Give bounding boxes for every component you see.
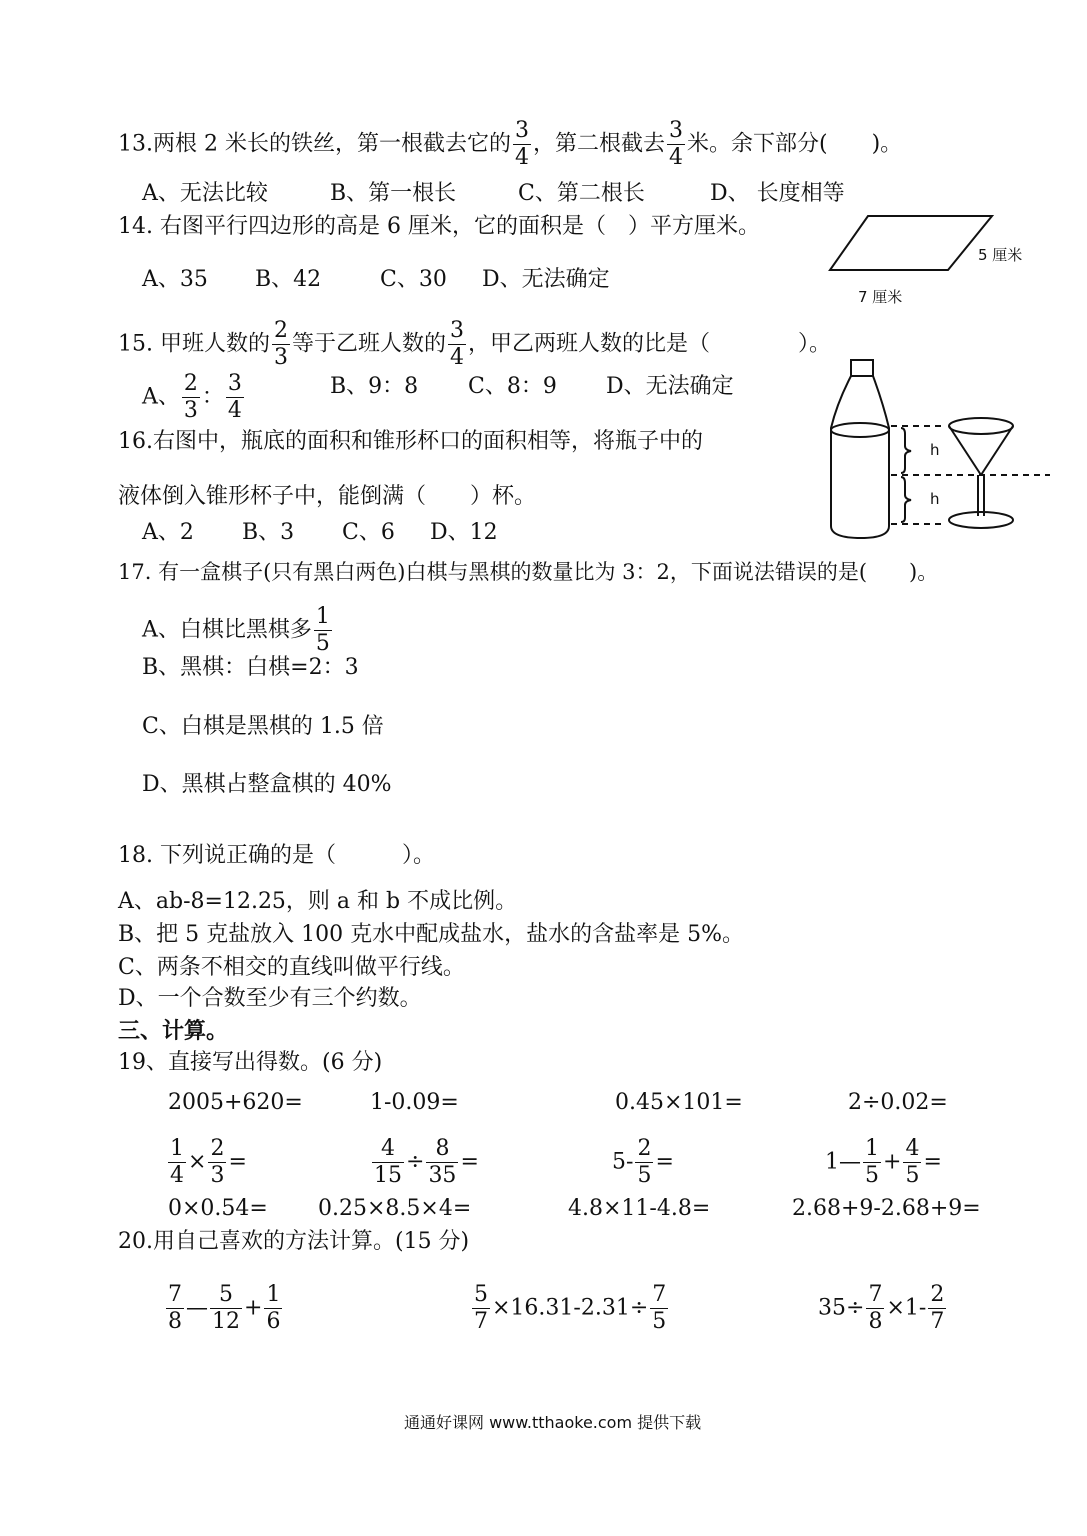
q18-option-b: B、把 5 克盐放入 100 克水中配成盐水，盐水的含盐率是 5%。 — [118, 922, 745, 947]
figure-height-label-top: h — [930, 441, 940, 459]
q15-option-c: C、8：9 — [468, 374, 557, 399]
q20-e1-fraction-2: $\frac{5}{12}$ — [212, 1282, 240, 1334]
q13-option-c: C、第二根长 — [518, 181, 645, 206]
q20-expression-2: $\frac{5}{7}$ ×16.31-2.31÷ $\frac{7}{5}$ — [474, 1282, 667, 1334]
page-footer: 通通好课网 www.tthaoke.com 提供下载 — [404, 1413, 702, 1432]
q15-option-a-fraction-2: $\frac{3}{4}$ — [227, 371, 242, 423]
q13-fraction-1: $\frac{3}{4}$ — [514, 118, 529, 170]
q15-option-a-fraction-1: $\frac{2}{3}$ — [183, 371, 198, 423]
q19-row1-item-3: 0.45×101= — [615, 1090, 743, 1115]
q13-option-a: A、无法比较 — [142, 181, 268, 206]
q20-expression-1: $\frac{7}{8}$ — $\frac{5}{12}$ + $\frac{1}{6}$ — [168, 1282, 281, 1334]
q20-e2-fraction-1: $\frac{5}{7}$ — [474, 1282, 488, 1334]
q16-option-c: C、6 — [342, 520, 395, 545]
q13-option-d: D、 长度相等 — [710, 181, 845, 206]
q19-row3-item-3: 4.8×11-4.8= — [568, 1196, 711, 1221]
q14-option-a: A、35 — [142, 267, 208, 292]
q16-option-b: B、3 — [242, 520, 295, 545]
q14-option-d: D、无法确定 — [482, 267, 610, 292]
q18-option-c: C、两条不相交的直线叫做平行线。 — [118, 955, 465, 980]
figure-height-label-bottom: h — [930, 490, 940, 508]
q17-option-a-fraction: $\frac{1}{5}$ — [315, 604, 330, 656]
q18-option-d: D、一个合数至少有三个约数。 — [118, 986, 422, 1011]
q17-option-a: A、白棋比黑棋多 $\frac{1}{5}$ — [142, 604, 330, 656]
q19-row2-item-3: 5- $\frac{2}{5}$ = — [612, 1136, 674, 1188]
q13-fraction-2: $\frac{3}{4}$ — [669, 118, 683, 170]
q17-option-b: B、黑棋：白棋=2：3 — [142, 655, 359, 680]
q14-option-c: C、30 — [380, 267, 447, 292]
q19-row3-item-4: 2.68+9-2.68+9= — [792, 1196, 981, 1221]
q16-option-d: D、12 — [430, 520, 498, 545]
q20-stem: 20.用自己喜欢的方法计算。(15 分) — [118, 1229, 470, 1254]
q19-r2c3-fraction: $\frac{2}{5}$ — [637, 1136, 652, 1188]
q13-stem: 13.两根 2 米长的铁丝，第一根截去它的 $\frac{3}{4}$ ，第二根截去 $\frac{3}{4}$ 米。余下部分( )。 — [118, 118, 903, 170]
q17-option-c: C、白棋是黑棋的 1.5 倍 — [142, 714, 384, 739]
q16-option-a: A、2 — [142, 520, 194, 545]
q18-stem: 18. 下列说正确的是（ ）。 — [118, 843, 435, 868]
q19-row2-item-1: $\frac{1}{4}$ × $\frac{2}{3}$ = — [170, 1136, 247, 1188]
q13-option-b: B、第一根长 — [330, 181, 457, 206]
bottle-and-cone-cup-figure — [825, 358, 1055, 543]
q19-row2-item-4: 1— $\frac{1}{5}$ + $\frac{4}{5}$ = — [825, 1136, 942, 1188]
q20-e2-fraction-2: $\frac{7}{5}$ — [652, 1282, 667, 1334]
q20-e3-fraction-1: $\frac{7}{8}$ — [868, 1282, 883, 1334]
q20-e1-fraction-1: $\frac{7}{8}$ — [168, 1282, 182, 1334]
q16-stem-line-1: 16.右图中，瓶底的面积和锥形杯口的面积相等，将瓶子中的 — [118, 429, 703, 454]
q15-option-b: B、9：8 — [330, 374, 419, 399]
q20-expression-3: 35÷ $\frac{7}{8}$ ×1- $\frac{2}{7}$ — [818, 1282, 945, 1334]
q15-fraction-1: $\frac{2}{3}$ — [273, 318, 288, 370]
q15-option-d: D、无法确定 — [606, 374, 734, 399]
q20-e3-fraction-2: $\frac{2}{7}$ — [930, 1282, 945, 1334]
q19-row3-item-1: 0×0.54= — [168, 1196, 268, 1221]
q19-row1-item-2: 1-0.09= — [370, 1090, 459, 1115]
q19-r2c1-fraction-2: $\frac{2}{3}$ — [210, 1136, 225, 1188]
q16-stem-line-2: 液体倒入锥形杯子中，能倒满（ ）杯。 — [118, 484, 537, 509]
section-3-title: 三、计算。 — [118, 1018, 229, 1044]
q19-row3-item-2: 0.25×8.5×4= — [318, 1196, 472, 1221]
q14-option-b: B、42 — [255, 267, 322, 292]
q19-r2c4-fraction-1: $\frac{1}{5}$ — [865, 1136, 879, 1188]
q17-option-d: D、黑棋占整盒棋的 40% — [142, 772, 392, 797]
q18-option-a: A、ab-8=12.25，则 a 和 b 不成比例。 — [118, 889, 518, 914]
q17-stem: 17. 有一盒棋子(只有黑白两色)白棋与黑棋的数量比为 3：2，下面说法错误的是( )。 — [118, 560, 939, 584]
q19-row1-item-4: 2÷0.02= — [848, 1090, 948, 1115]
q15-option-a: A、 $\frac{2}{3}$ ： $\frac{3}{4}$ — [142, 371, 242, 423]
q20-e1-fraction-3: $\frac{1}{6}$ — [266, 1282, 281, 1334]
q19-r2c2-fraction-1: $\frac{4}{15}$ — [374, 1136, 402, 1188]
parallelogram-side-label: 5 厘米 — [978, 246, 1023, 264]
q19-r2c4-fraction-2: $\frac{4}{5}$ — [905, 1136, 920, 1188]
q15-stem: 15. 甲班人数的 $\frac{2}{3}$ 等于乙班人数的 $\frac{3}{4}$ ，甲乙两班人数的比是（ ）。 — [118, 318, 832, 370]
q19-r2c2-fraction-2: $\frac{8}{35}$ — [428, 1136, 457, 1188]
parallelogram-base-label: 7 厘米 — [858, 288, 903, 306]
q15-fraction-2: $\frac{3}{4}$ — [450, 318, 464, 370]
q19-r2c1-fraction-1: $\frac{1}{4}$ — [170, 1136, 184, 1188]
q19-row1-item-1: 2005+620= — [168, 1090, 303, 1115]
q14-stem: 14. 右图平行四边形的高是 6 厘米，它的面积是（ ）平方厘米。 — [118, 214, 760, 239]
q19-row2-item-2: $\frac{4}{15}$ ÷ $\frac{8}{35}$ = — [374, 1136, 479, 1188]
q19-stem: 19、直接写出得数。(6 分) — [118, 1050, 383, 1075]
